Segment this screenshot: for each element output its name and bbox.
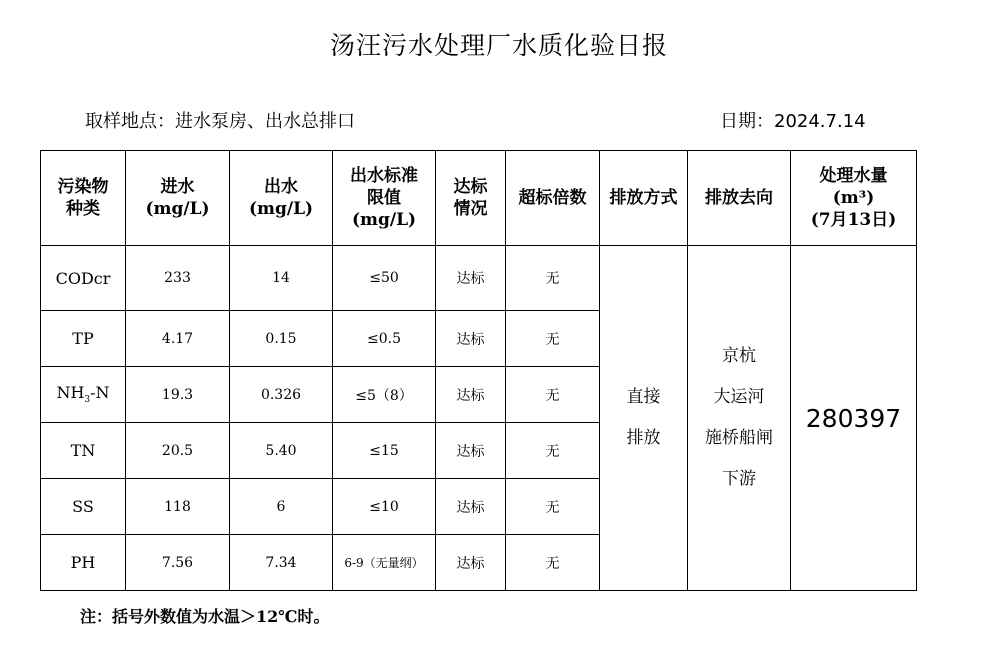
- outflow-cell: 0.15: [230, 311, 333, 367]
- standard-cell: ≤50: [333, 246, 436, 311]
- compliance-cell: 达标: [436, 367, 506, 423]
- exceed-cell: 无: [506, 311, 600, 367]
- standard-cell: ≤0.5: [333, 311, 436, 367]
- pollutant-cell: PH: [41, 535, 126, 591]
- exceed-cell: 无: [506, 367, 600, 423]
- header-volume: 处理水量 (m³) (7月13日): [791, 151, 917, 246]
- compliance-cell: 达标: [436, 479, 506, 535]
- header-standard: 出水标准 限值 (mg/L): [333, 151, 436, 246]
- pollutant-cell: TP: [41, 311, 126, 367]
- outflow-cell: 6: [230, 479, 333, 535]
- header-exceed: 超标倍数: [506, 151, 600, 246]
- inflow-cell: 233: [126, 246, 230, 311]
- standard-cell: ≤10: [333, 479, 436, 535]
- standard-cell: 6-9（无量纲）: [333, 535, 436, 591]
- header-outflow: 出水 (mg/L): [230, 151, 333, 246]
- inflow-cell: 20.5: [126, 423, 230, 479]
- header-pollutant: 污染物 种类: [41, 151, 126, 246]
- inflow-cell: 7.56: [126, 535, 230, 591]
- table-row: [41, 246, 917, 311]
- exceed-cell: 无: [506, 246, 600, 311]
- inflow-cell: 118: [126, 479, 230, 535]
- volume-cell: 280397: [791, 246, 917, 591]
- report-title: 汤汪污水处理厂水质化验日报: [329, 31, 668, 60]
- header-row: [41, 151, 917, 246]
- standard-cell: ≤15: [333, 423, 436, 479]
- compliance-cell: 达标: [436, 535, 506, 591]
- report-date: 日期：2024.7.14: [720, 111, 866, 132]
- header-compliance: 达标 情况: [436, 151, 506, 246]
- outflow-cell: 5.40: [230, 423, 333, 479]
- pollutant-cell: TN: [41, 423, 126, 479]
- outflow-cell: 7.34: [230, 535, 333, 591]
- header-discharge-dest: 排放去向: [688, 151, 791, 246]
- footnote: 注：括号外数值为水温＞12℃时。: [80, 607, 330, 626]
- outflow-cell: 14: [230, 246, 333, 311]
- pollutant-cell: SS: [41, 479, 126, 535]
- outflow-cell: 0.326: [230, 367, 333, 423]
- sampling-location: 取样地点：进水泵房、出水总排口: [85, 111, 355, 132]
- header-inflow: 进水 (mg/L): [126, 151, 230, 246]
- compliance-cell: 达标: [436, 311, 506, 367]
- pollutant-cell: CODcr: [41, 246, 126, 311]
- inflow-cell: 4.17: [126, 311, 230, 367]
- exceed-cell: 无: [506, 479, 600, 535]
- exceed-cell: 无: [506, 535, 600, 591]
- compliance-cell: 达标: [436, 246, 506, 311]
- discharge-method-cell: 直接 排放: [600, 246, 688, 591]
- compliance-cell: 达标: [436, 423, 506, 479]
- inflow-cell: 19.3: [126, 367, 230, 423]
- exceed-cell: 无: [506, 423, 600, 479]
- header-discharge-method: 排放方式: [600, 151, 688, 246]
- standard-cell: ≤5（8）: [333, 367, 436, 423]
- pollutant-cell: $NH_3-N$: [41, 367, 126, 423]
- water-quality-table: [40, 150, 917, 591]
- discharge-dest-cell: 京杭 大运河 施桥船闸 下游: [688, 246, 791, 591]
